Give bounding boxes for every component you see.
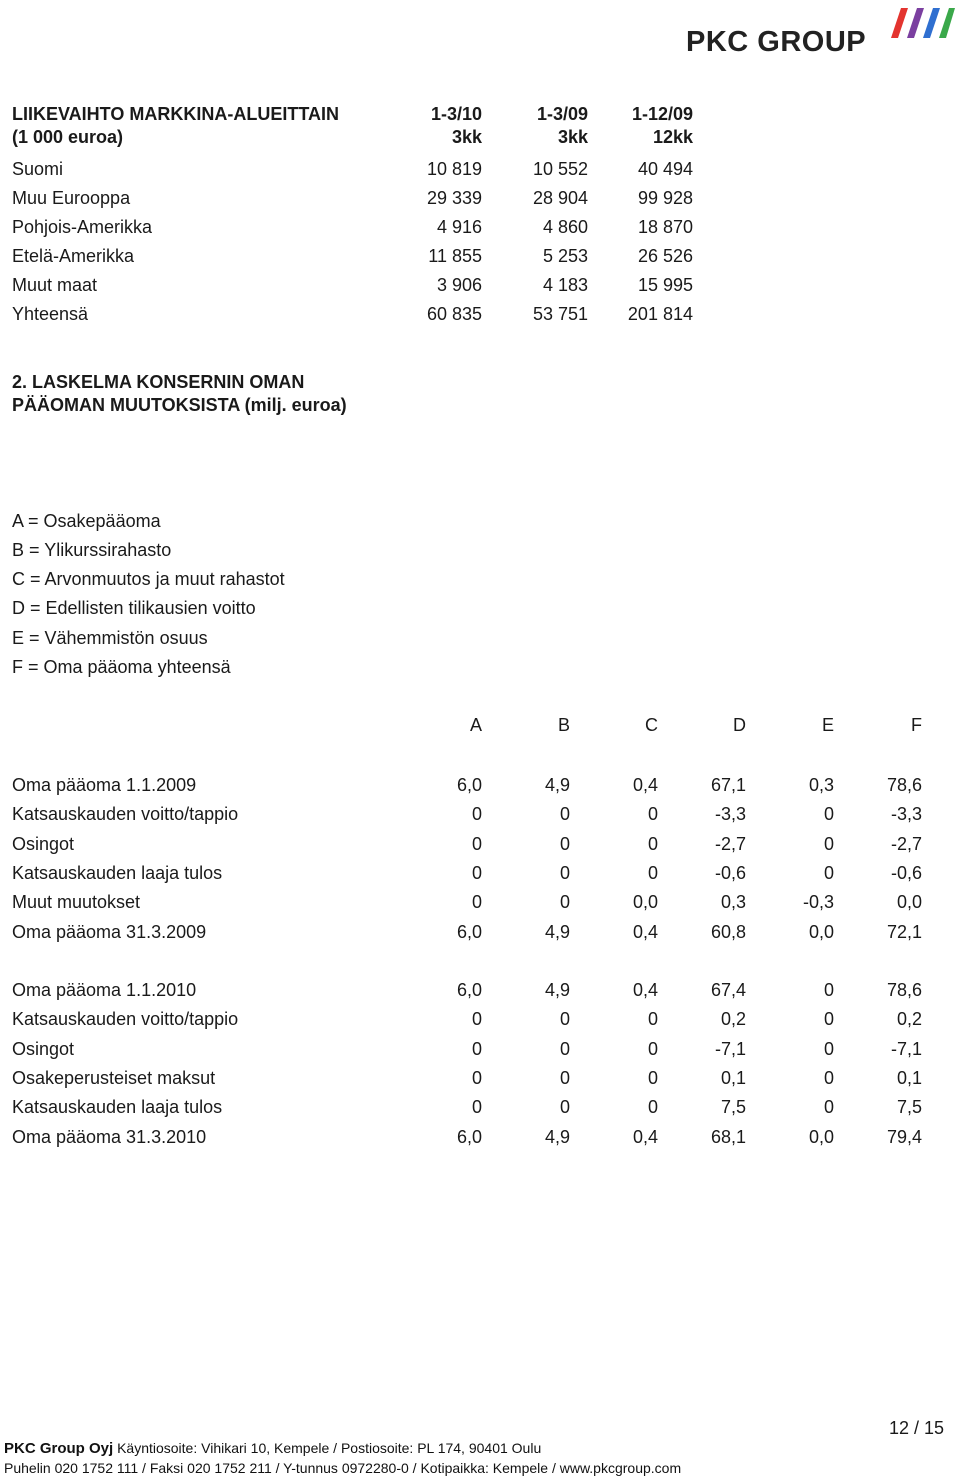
revenue-col-header: 1-12/09 bbox=[631, 104, 693, 124]
table-cell: 0 bbox=[823, 1097, 834, 1118]
table-cell: 11 855 bbox=[428, 246, 482, 266]
table-cell: 29 339 bbox=[426, 188, 482, 208]
table-cell: 0 bbox=[559, 1038, 570, 1059]
table-cell: 0 bbox=[647, 1038, 658, 1059]
table-row-label: Katsauskauden voitto/tappio bbox=[12, 1009, 239, 1030]
table-cell: -0,3 bbox=[802, 892, 834, 913]
table-cell: 78,6 bbox=[886, 980, 922, 1000]
table-cell: 0 bbox=[559, 1009, 570, 1030]
table-cell: 53 751 bbox=[532, 304, 588, 324]
table-cell: 68,1 bbox=[710, 1126, 746, 1147]
table-row-label: Osingot bbox=[12, 1038, 75, 1059]
table-cell: 99 928 bbox=[637, 188, 693, 208]
column-header: C bbox=[645, 715, 658, 735]
table-cell: 10 552 bbox=[532, 159, 588, 179]
table-cell: 0,3 bbox=[808, 775, 834, 795]
table-cell: 0,0 bbox=[808, 1126, 834, 1147]
column-header: F bbox=[911, 715, 922, 735]
table-row-label: Oma pääoma 1.1.2009 bbox=[12, 775, 197, 795]
revenue-col-header: 1-3/09 bbox=[536, 104, 588, 124]
table-cell: 15 995 bbox=[637, 275, 693, 295]
table-row-label: Muut muutokset bbox=[12, 892, 141, 913]
revenue-col-subheader: 3kk bbox=[557, 127, 588, 147]
legend-item: F = Oma pääoma yhteensä bbox=[12, 657, 231, 677]
legend-item: A = Osakepääoma bbox=[12, 511, 161, 531]
table-row-label: Katsauskauden laaja tulos bbox=[12, 1097, 223, 1118]
table-row-label: Etelä-Amerikka bbox=[12, 246, 135, 266]
logo-text: PKC GROUP bbox=[686, 26, 867, 58]
table-cell: 0,3 bbox=[720, 892, 746, 913]
table-row-label: Katsauskauden voitto/tappio bbox=[12, 804, 239, 825]
table-cell: 0 bbox=[471, 1097, 482, 1118]
table-cell: 0,1 bbox=[720, 1067, 746, 1088]
revenue-table-title: LIIKEVAIHTO MARKKINA-ALUEITTAIN bbox=[12, 104, 339, 124]
table-cell: 0 bbox=[647, 1067, 658, 1088]
table-cell: 4,9 bbox=[544, 980, 570, 1000]
legend-item: D = Edellisten tilikausien voitto bbox=[12, 598, 256, 618]
revenue-col-subheader: 3kk bbox=[451, 127, 482, 147]
table-cell: 0 bbox=[823, 1038, 834, 1059]
table-cell: 28 904 bbox=[532, 188, 588, 208]
table-cell: 0 bbox=[559, 804, 570, 825]
footer-company-name: PKC Group Oyj bbox=[4, 1440, 114, 1457]
table-row-label: Oma pääoma 31.3.2009 bbox=[12, 921, 207, 942]
table-cell: 7,5 bbox=[896, 1097, 922, 1118]
table-row-label: Oma pääoma 31.3.2010 bbox=[12, 1126, 207, 1147]
column-header: B bbox=[557, 715, 570, 735]
table-cell: -3,3 bbox=[714, 804, 746, 825]
table-cell: 0 bbox=[471, 804, 482, 825]
page-number: 12 / 15 bbox=[888, 1418, 944, 1438]
table-cell: 7,5 bbox=[720, 1097, 746, 1118]
table-cell: 4 916 bbox=[436, 217, 482, 237]
table-row-label: Katsauskauden laaja tulos bbox=[12, 862, 223, 883]
table-cell: 6,0 bbox=[456, 921, 482, 942]
footer-contact-line: Puhelin 020 1752 111 / Faksi 020 1752 211 / Y-tunnus 0972280-0 / Kotipaikka: Kempele / www.pkcgroup.com bbox=[4, 1460, 682, 1476]
legend-item: E = Vähemmistön osuus bbox=[12, 628, 208, 648]
table-cell: 6,0 bbox=[456, 775, 482, 795]
table-cell: -0,6 bbox=[714, 862, 746, 883]
table-cell: 60,8 bbox=[710, 921, 746, 942]
table-cell: 0 bbox=[471, 833, 482, 854]
table-row-label: Muu Eurooppa bbox=[12, 188, 131, 208]
revenue-table-unit: (1 000 euroa) bbox=[12, 127, 124, 147]
table-cell: 0 bbox=[559, 862, 570, 883]
table-cell: 0 bbox=[823, 804, 834, 825]
table-cell: 0 bbox=[823, 1067, 834, 1088]
table-cell: -2,7 bbox=[714, 833, 746, 854]
table-cell: 0 bbox=[647, 804, 658, 825]
table-cell: 0 bbox=[471, 862, 482, 883]
table-cell: 0 bbox=[559, 1067, 570, 1088]
table-cell: 0,1 bbox=[896, 1067, 922, 1088]
table-cell: 0 bbox=[559, 833, 570, 854]
table-cell: 4 183 bbox=[542, 275, 588, 295]
table-cell: 0 bbox=[471, 1038, 482, 1059]
table-cell: 0 bbox=[471, 1067, 482, 1088]
table-row-label: Osakeperusteiset maksut bbox=[12, 1067, 216, 1088]
table-cell: 0,4 bbox=[632, 775, 658, 795]
legend-item: C = Arvonmuutos ja muut rahastot bbox=[12, 569, 285, 589]
revenue-col-header: 1-3/10 bbox=[430, 104, 482, 124]
table-cell: 67,4 bbox=[710, 980, 746, 1000]
table-cell: 0 bbox=[823, 833, 834, 854]
table-cell: 0,0 bbox=[896, 892, 922, 913]
table-cell: 3 906 bbox=[436, 275, 482, 295]
legend-item: B = Ylikurssirahasto bbox=[12, 540, 172, 560]
table-cell: 0 bbox=[647, 862, 658, 883]
table-cell: 0 bbox=[647, 833, 658, 854]
table-cell: 0,2 bbox=[896, 1009, 922, 1030]
table-row-label: Suomi bbox=[12, 159, 64, 179]
table-cell: 0 bbox=[823, 862, 834, 883]
table-cell: 79,4 bbox=[886, 1126, 922, 1147]
table-row-label: Muut maat bbox=[12, 275, 98, 295]
table-row-label: Yhteensä bbox=[12, 304, 89, 324]
footer-address: Käyntiosoite: Vihikari 10, Kempele / Postiosoite: PL 174, 90401 Oulu bbox=[117, 1440, 542, 1456]
section-heading: 2. LASKELMA KONSERNIN OMAN bbox=[12, 372, 305, 392]
table-cell: 0 bbox=[647, 1097, 658, 1118]
table-cell: 0 bbox=[471, 1009, 482, 1030]
table-cell: 201 814 bbox=[627, 304, 693, 324]
table-cell: 10 819 bbox=[426, 159, 482, 179]
logo-stripes-icon bbox=[891, 8, 955, 38]
table-cell: 78,6 bbox=[886, 775, 922, 795]
column-header: A bbox=[469, 715, 482, 735]
table-cell: 0 bbox=[823, 980, 834, 1000]
revenue-col-subheader: 12kk bbox=[652, 127, 693, 147]
table-cell: 4 860 bbox=[542, 217, 588, 237]
table-cell: -3,3 bbox=[890, 804, 922, 825]
table-cell: 18 870 bbox=[637, 217, 693, 237]
company-logo bbox=[686, 6, 956, 58]
table-cell: 5 253 bbox=[542, 246, 588, 266]
table-cell: 6,0 bbox=[456, 1126, 482, 1147]
table-row-label: Pohjois-Amerikka bbox=[12, 217, 153, 237]
table-cell: 60 835 bbox=[426, 304, 482, 324]
table-cell: 4,9 bbox=[544, 921, 570, 942]
table-cell: 0,0 bbox=[808, 921, 834, 942]
table-cell: 0 bbox=[471, 892, 482, 913]
table-cell: 0 bbox=[559, 1097, 570, 1118]
table-cell: 0,4 bbox=[632, 1126, 658, 1147]
section-heading-line2: PÄÄOMAN MUUTOKSISTA (milj. euroa) bbox=[12, 395, 347, 415]
table-cell: 72,1 bbox=[886, 921, 922, 942]
table-cell: 4,9 bbox=[544, 1126, 570, 1147]
table-cell: 0,2 bbox=[720, 1009, 746, 1030]
table-cell: 6,0 bbox=[456, 980, 482, 1000]
table-cell: -0,6 bbox=[890, 862, 922, 883]
table-cell: 0,0 bbox=[632, 892, 658, 913]
table-cell: 0 bbox=[647, 1009, 658, 1030]
table-cell: 0,4 bbox=[632, 980, 658, 1000]
table-cell: 0 bbox=[559, 892, 570, 913]
table-cell: -7,1 bbox=[714, 1038, 746, 1059]
table-cell: -7,1 bbox=[890, 1038, 922, 1059]
table-row-label: Osingot bbox=[12, 833, 75, 854]
table-cell: 4,9 bbox=[544, 775, 570, 795]
table-cell: 0 bbox=[823, 1009, 834, 1030]
table-cell: 40 494 bbox=[637, 159, 693, 179]
column-header: E bbox=[821, 715, 834, 735]
table-row-label: Oma pääoma 1.1.2010 bbox=[12, 980, 197, 1000]
table-cell: 67,1 bbox=[710, 775, 746, 795]
table-cell: -2,7 bbox=[890, 833, 922, 854]
column-header: D bbox=[733, 715, 746, 735]
table-cell: 26 526 bbox=[637, 246, 693, 266]
footer-address-line bbox=[4, 1440, 541, 1457]
table-cell: 0,4 bbox=[632, 921, 658, 942]
